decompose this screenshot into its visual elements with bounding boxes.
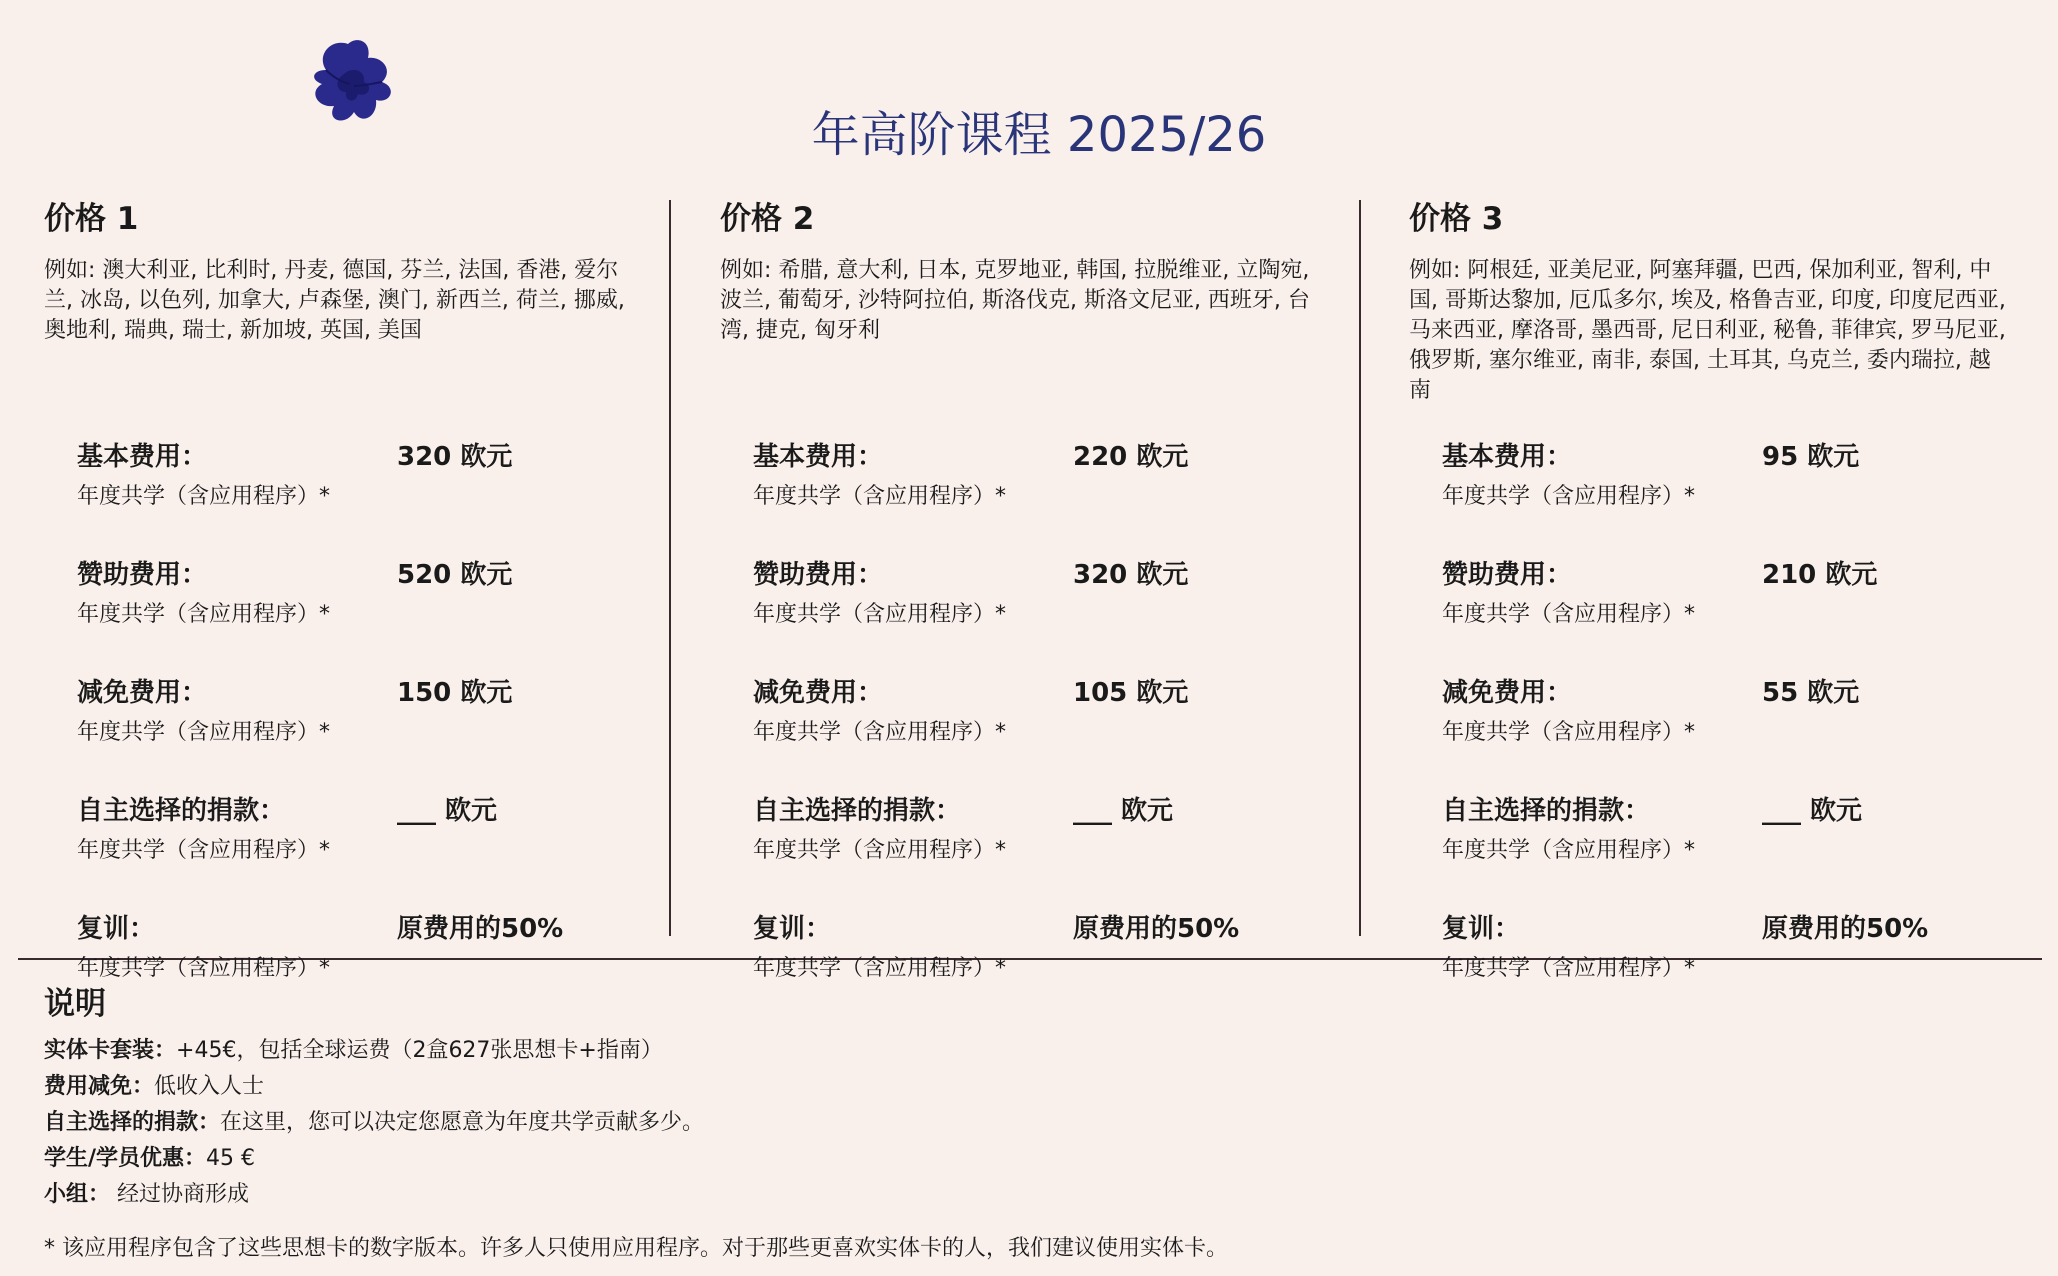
fee-value: ___ 欧元 <box>397 796 498 826</box>
country-list: 例如: 阿根廷, 亚美尼亚, 阿塞拜疆, 巴西, 保加利亚, 智利, 中国, 哥斯达黎加, 厄瓜多尔, 埃及, 格鲁吉亚, 印度, 印度尼西亚, 马来西亚, 摩洛哥, 墨西哥, 尼日利亚, 秘鲁, 菲律宾, 罗马尼亚, 俄罗斯, 塞尔维亚, 南非, 泰国, 土耳其, 乌克兰, 委内瑞拉, 越南 <box>1409 258 2006 403</box>
price-heading: 价格 2 <box>720 201 815 237</box>
fee-value: 原费用的50% <box>1073 914 1240 944</box>
fee-label: 自主选择的捐款： <box>753 796 962 826</box>
fee-label: 赞助费用： <box>77 560 208 590</box>
fee-description: 年度共学（含应用程序）* <box>77 838 331 863</box>
price-column-2 <box>720 193 1320 982</box>
fee-label: 自主选择的捐款： <box>1442 796 1651 826</box>
fee-value: 320 欧元 <box>397 442 513 472</box>
note-text: 低收入人士 <box>154 1074 265 1099</box>
note-item <box>44 1141 1944 1177</box>
fee-value: 95 欧元 <box>1762 442 1860 472</box>
fee-label: 基本费用： <box>1442 442 1573 472</box>
column-divider <box>1359 200 1361 936</box>
country-list: 例如: 希腊, 意大利, 日本, 克罗地亚, 韩国, 拉脱维亚, 立陶宛, 波兰, 葡萄牙, 沙特阿拉伯, 斯洛伐克, 斯洛文尼亚, 西班牙, 台湾, 捷克, 匈牙利 <box>720 258 1310 343</box>
note-key: 学生/学员优惠： <box>44 1146 207 1171</box>
fee-value: 原费用的50% <box>397 914 564 944</box>
fee-description: 年度共学（含应用程序）* <box>753 720 1007 745</box>
fee-description: 年度共学（含应用程序）* <box>753 956 1007 981</box>
fee-value: ___ 欧元 <box>1073 796 1174 826</box>
fee-row-reduced <box>753 672 1320 746</box>
fee-label: 减免费用： <box>1442 678 1573 708</box>
fee-label: 赞助费用： <box>753 560 884 590</box>
fee-description: 年度共学（含应用程序）* <box>1442 484 1696 509</box>
fee-row-reduced <box>77 672 644 746</box>
fee-row-basic <box>753 436 1320 510</box>
note-item <box>44 1177 1944 1213</box>
fee-row-retraining <box>1442 908 2009 982</box>
fee-value: 210 欧元 <box>1762 560 1878 590</box>
fee-label: 复训： <box>77 914 156 944</box>
fee-label: 基本费用： <box>753 442 884 472</box>
fee-description: 年度共学（含应用程序）* <box>753 484 1007 509</box>
fee-description: 年度共学（含应用程序）* <box>753 602 1007 627</box>
fee-value: 220 欧元 <box>1073 442 1189 472</box>
country-list: 例如: 澳大利亚, 比利时, 丹麦, 德国, 芬兰, 法国, 香港, 爱尔兰, 冰岛, 以色列, 加拿大, 卢森堡, 澳门, 新西兰, 荷兰, 挪威, 奥地利, 瑞典, 瑞士, 新加坡, 英国, 美国 <box>44 258 625 343</box>
price-column-1 <box>44 193 644 982</box>
fee-label: 基本费用： <box>77 442 208 472</box>
fee-row-reduced <box>1442 672 2009 746</box>
fee-row-sponsor <box>753 554 1320 628</box>
fee-description: 年度共学（含应用程序）* <box>1442 956 1696 981</box>
note-key: 实体卡套装： <box>44 1038 177 1063</box>
fee-row-retraining <box>77 908 644 982</box>
fee-value: 55 欧元 <box>1762 678 1860 708</box>
fee-label: 自主选择的捐款： <box>77 796 286 826</box>
fee-value: ___ 欧元 <box>1762 796 1863 826</box>
fee-description: 年度共学（含应用程序）* <box>77 602 331 627</box>
note-key: 费用减免： <box>44 1074 155 1099</box>
fee-label: 减免费用： <box>77 678 208 708</box>
fee-row-sponsor <box>1442 554 2009 628</box>
fee-row-donation <box>77 790 644 864</box>
fee-row-basic <box>1442 436 2009 510</box>
fee-description: 年度共学（含应用程序）* <box>753 838 1007 863</box>
fee-label: 减免费用： <box>753 678 884 708</box>
fee-value: 150 欧元 <box>397 678 513 708</box>
notes-section <box>44 978 1944 1262</box>
note-text: 经过协商形成 <box>110 1182 250 1207</box>
note-item <box>44 1069 1944 1105</box>
fee-description: 年度共学（含应用程序）* <box>1442 838 1696 863</box>
fee-value: 520 欧元 <box>397 560 513 590</box>
fee-description: 年度共学（含应用程序）* <box>77 720 331 745</box>
fee-row-donation <box>1442 790 2009 864</box>
fee-description: 年度共学（含应用程序）* <box>1442 602 1696 627</box>
footnote: * 该应用程序包含了这些思想卡的数字版本。许多人只使用应用程序。对于那些更喜欢实体卡的人，我们建议使用实体卡。 <box>44 1236 1228 1261</box>
fee-label: 复训： <box>1442 914 1521 944</box>
price-heading: 价格 3 <box>1409 201 1504 237</box>
notes-heading: 说明 <box>44 986 106 1022</box>
fee-row-basic <box>77 436 644 510</box>
fee-label: 赞助费用： <box>1442 560 1573 590</box>
note-item <box>44 1105 1944 1141</box>
page-title: 年高阶课程 2025/26 <box>811 107 1267 164</box>
fee-label: 复训： <box>753 914 832 944</box>
note-key: 自主选择的捐款： <box>44 1110 221 1135</box>
note-text: +45€，包括全球运费（2盒627张思想卡+指南） <box>176 1038 663 1063</box>
fee-row-retraining <box>753 908 1320 982</box>
note-item <box>44 1033 1944 1069</box>
note-text: 45 € <box>206 1146 256 1171</box>
fee-value: 原费用的50% <box>1762 914 1929 944</box>
fee-description: 年度共学（含应用程序）* <box>1442 720 1696 745</box>
price-column-3 <box>1409 193 2009 982</box>
fee-value: 320 欧元 <box>1073 560 1189 590</box>
column-divider <box>669 200 671 936</box>
note-text: 在这里，您可以决定您愿意为年度共学贡献多少。 <box>220 1110 705 1135</box>
fee-row-donation <box>753 790 1320 864</box>
price-heading: 价格 1 <box>44 201 139 237</box>
fee-description: 年度共学（含应用程序）* <box>77 484 331 509</box>
note-key: 小组： <box>44 1182 111 1207</box>
fee-value: 105 欧元 <box>1073 678 1189 708</box>
fee-description: 年度共学（含应用程序）* <box>77 956 331 981</box>
fee-row-sponsor <box>77 554 644 628</box>
